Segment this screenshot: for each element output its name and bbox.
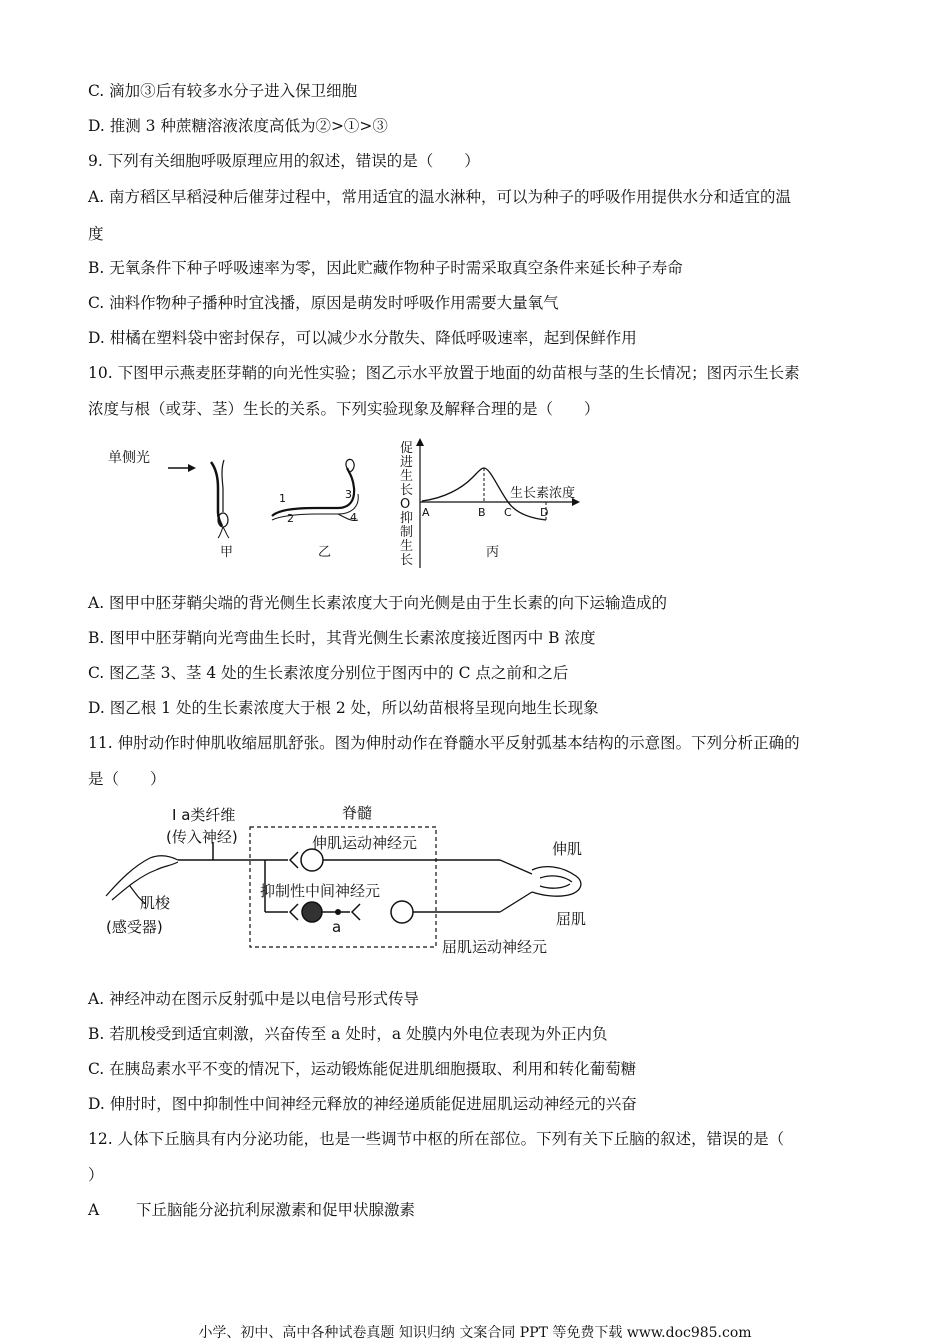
fiber-sublabel: (传入神经): [166, 828, 238, 846]
option-c-prev: C. 滴加③后有较多水分子进入保卫细胞: [88, 82, 358, 100]
svg-text:生: 生: [400, 469, 414, 484]
num-3: 3: [345, 488, 352, 501]
option-letter: A: [88, 1201, 100, 1219]
vertical-axis-top-labels: [400, 441, 413, 512]
point-a-label: a: [332, 918, 342, 936]
flex-neuron-body: [391, 901, 413, 923]
light-arrow: [168, 464, 196, 472]
point-c: C: [504, 506, 512, 519]
question-11-option-a: A. 神经冲动在图示反射弧中是以电信号形式传导: [88, 990, 420, 1008]
label-yi: 乙: [318, 545, 332, 560]
ext-neuron-body: [301, 849, 323, 871]
spinal-cord-label: 脊髓: [342, 804, 373, 822]
extensor-label: 伸肌: [552, 840, 583, 858]
question-11-option-c: C. 在胰岛素水平不变的情况下，运动锻炼能促进肌细胞摄取、利用和转化葡萄糖: [88, 1060, 637, 1078]
flex-neuron-label: 屈肌运动神经元: [442, 938, 548, 956]
svg-text:长: 长: [400, 483, 414, 498]
question-9-option-b: B. 无氧条件下种子呼吸速率为零，因此贮藏作物种子时需采取真空条件来延长种子寿命: [88, 259, 683, 277]
question-11-option-d: D. 伸肘时，图中抑制性中间神经元释放的神经递质能促进屈肌运动神经元的兴奋: [88, 1095, 637, 1113]
inhibitory-neuron-body: [302, 902, 322, 922]
svg-text:O: O: [400, 497, 411, 512]
question-11-stem-cont: 是（ ）: [88, 770, 166, 788]
question-9-option-c: C. 油料作物种子播种时宜浅播，原因是萌发时呼吸作用需要大量氧气: [88, 294, 559, 312]
question-9-option-a-cont: 度: [88, 225, 104, 243]
spindle-label: 肌梭: [140, 894, 171, 912]
label-bing: 丙: [486, 545, 500, 560]
vertical-axis-bottom-labels: [400, 510, 413, 568]
num-2: 2: [287, 512, 294, 525]
receptor-label: (感受器): [106, 918, 163, 936]
unilateral-light-label: 单侧光: [108, 450, 150, 466]
question-10-stem: 10. 下图甲示燕麦胚芽鞘的向光性实验；图乙示水平放置于地面的幼苗根与茎的生长情况；图丙示生长素: [88, 364, 800, 382]
svg-text:长: 长: [400, 553, 414, 568]
num-1: 1: [279, 492, 286, 505]
ext-neuron-label: 伸肌运动神经元: [312, 834, 418, 852]
question-10-option-a: A. 图甲中胚芽鞘尖端的背光侧生长素浓度大于向光侧是由于生长素的向下运输造成的: [88, 594, 668, 612]
muscles: [500, 860, 581, 912]
question-10-stem-cont: 浓度与根（或芽、茎）生长的关系。下列实验现象及解释合理的是（ ）: [88, 400, 600, 418]
question-11-stem: 11. 伸肘动作时伸肌收缩屈肌舒张。图为伸肘动作在脊髓水平反射弧基本结构的示意图。下列分析正确的: [88, 734, 800, 752]
inhibitory-label: 抑制性中间神经元: [260, 882, 381, 900]
figure-q11: [100, 800, 600, 962]
svg-text:制: 制: [400, 525, 414, 540]
question-10-option-b: B. 图甲中胚芽鞘向光弯曲生长时，其背光侧生长素浓度接近图丙中 B 浓度: [88, 629, 596, 647]
flexor-label: 屈肌: [556, 910, 587, 928]
question-10-option-d: D. 图乙根 1 处的生长素浓度大于根 2 处，所以幼苗根将呈现向地生长现象: [88, 699, 599, 717]
question-9-option-a: A. 南方稻区早稻浸种后催芽过程中，常用适宜的温水淋种，可以为种子的呼吸作用提供水分和适宜的温: [88, 188, 792, 206]
option-d-prev: D. 推测 3 种蔗糖溶液浓度高低为②>①>③: [88, 117, 388, 135]
point-b: B: [478, 506, 486, 519]
question-9-option-d: D. 柑橘在塑料袋中密封保存，可以减少水分散失、降低呼吸速率，起到保鲜作用: [88, 329, 637, 347]
coleoptile-jia: [211, 460, 229, 538]
page-footer: 小学、初中、高中各种试卷真题 知识归纳 文案合同 PPT 等免费下载 www.doc985.com: [198, 1325, 752, 1341]
question-10-option-c: C. 图乙茎 3、茎 4 处的生长素浓度分别位于图丙中的 C 点之前和之后: [88, 664, 569, 682]
option-text: 下丘脑能分泌抗利尿激素和促甲状腺激素: [136, 1201, 416, 1219]
svg-text:进: 进: [400, 455, 414, 470]
fiber-label: I a类纤维: [172, 806, 236, 824]
figure-q10: [100, 438, 600, 573]
question-12-stem: 12. 人体下丘脑具有内分泌功能，也是一些调节中枢的所在部位。下列有关下丘脑的叙述，错误的是（: [88, 1130, 785, 1148]
point-d: D: [540, 506, 549, 519]
svg-text:促: 促: [400, 441, 414, 456]
svg-text:生: 生: [400, 539, 414, 554]
question-11-option-b: B. 若肌梭受到适宜刺激，兴奋传至 a 处时，a 处膜内外电位表现为外正内负: [88, 1025, 608, 1043]
question-12-stem-cont: ）: [88, 1166, 104, 1184]
num-4: 4: [350, 511, 357, 524]
x-axis-label: 生长素浓度: [510, 486, 576, 501]
point-a: A: [422, 506, 430, 519]
svg-text:抑: 抑: [400, 511, 414, 526]
question-9-stem: 9. 下列有关细胞呼吸原理应用的叙述，错误的是（ ）: [88, 152, 480, 170]
label-jia: 甲: [220, 545, 234, 560]
question-12-option-a: [88, 1199, 415, 1221]
